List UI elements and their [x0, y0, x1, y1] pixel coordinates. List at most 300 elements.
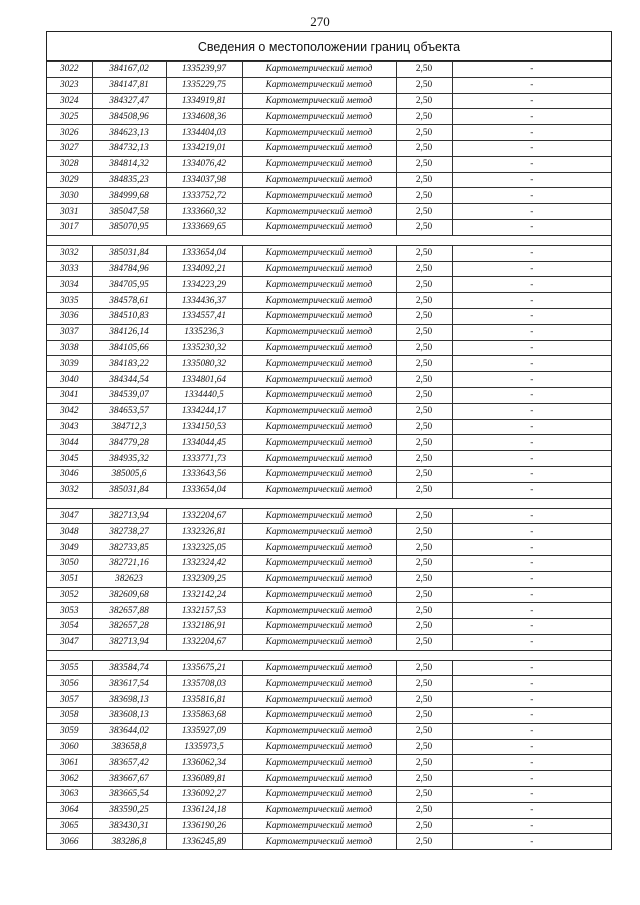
method-cell: Картометрический метод — [242, 723, 396, 739]
x-coordinate-cell: 382738,27 — [92, 524, 166, 540]
point-number-cell: 3030 — [47, 188, 92, 204]
description-cell: - — [452, 739, 611, 755]
description-cell: - — [452, 508, 611, 524]
accuracy-cell: 2,50 — [396, 660, 452, 676]
method-cell: Картометрический метод — [242, 308, 396, 324]
point-number-cell: 3033 — [47, 261, 92, 277]
accuracy-cell: 2,50 — [396, 403, 452, 419]
description-cell: - — [452, 156, 611, 172]
x-coordinate-cell: 384508,96 — [92, 109, 166, 125]
method-cell: Картометрический метод — [242, 387, 396, 403]
table-row — [47, 277, 611, 293]
boundary-info-table-frame — [46, 31, 612, 850]
point-number-cell: 3056 — [47, 676, 92, 692]
point-number-cell: 3047 — [47, 634, 92, 650]
accuracy-cell: 2,50 — [396, 204, 452, 220]
description-cell: - — [452, 77, 611, 93]
method-cell: Картометрический метод — [242, 261, 396, 277]
point-number-cell: 3032 — [47, 245, 92, 261]
table-row — [47, 524, 611, 540]
y-coordinate-cell: 1332325,05 — [166, 540, 242, 556]
point-number-cell: 3026 — [47, 125, 92, 141]
point-number-cell: 3029 — [47, 172, 92, 188]
x-coordinate-cell: 385031,84 — [92, 482, 166, 498]
description-cell: - — [452, 723, 611, 739]
method-cell: Картометрический метод — [242, 540, 396, 556]
method-cell: Картометрический метод — [242, 708, 396, 724]
method-cell: Картометрический метод — [242, 293, 396, 309]
y-coordinate-cell: 1335080,32 — [166, 356, 242, 372]
method-cell: Картометрический метод — [242, 451, 396, 467]
x-coordinate-cell: 382733,85 — [92, 540, 166, 556]
description-cell: - — [452, 62, 611, 78]
method-cell: Картометрический метод — [242, 755, 396, 771]
x-coordinate-cell: 385070,95 — [92, 219, 166, 235]
description-cell: - — [452, 834, 611, 850]
method-cell: Картометрический метод — [242, 508, 396, 524]
y-coordinate-cell: 1335239,97 — [166, 62, 242, 78]
x-coordinate-cell: 383617,54 — [92, 676, 166, 692]
y-coordinate-cell: 1333752,72 — [166, 188, 242, 204]
description-cell: - — [452, 451, 611, 467]
description-cell: - — [452, 93, 611, 109]
point-number-cell: 3060 — [47, 739, 92, 755]
accuracy-cell: 2,50 — [396, 277, 452, 293]
accuracy-cell: 2,50 — [396, 634, 452, 650]
y-coordinate-cell: 1333654,04 — [166, 482, 242, 498]
accuracy-cell: 2,50 — [396, 587, 452, 603]
group-separator — [47, 650, 611, 660]
y-coordinate-cell: 1334092,21 — [166, 261, 242, 277]
accuracy-cell: 2,50 — [396, 676, 452, 692]
table-row — [47, 140, 611, 156]
table-row — [47, 62, 611, 78]
x-coordinate-cell: 383584,74 — [92, 660, 166, 676]
accuracy-cell: 2,50 — [396, 739, 452, 755]
x-coordinate-cell: 383286,8 — [92, 834, 166, 850]
description-cell: - — [452, 172, 611, 188]
accuracy-cell: 2,50 — [396, 755, 452, 771]
description-cell: - — [452, 109, 611, 125]
table-row — [47, 245, 611, 261]
table-row — [47, 419, 611, 435]
y-coordinate-cell: 1335230,32 — [166, 340, 242, 356]
y-coordinate-cell: 1334436,37 — [166, 293, 242, 309]
method-cell: Картометрический метод — [242, 634, 396, 650]
y-coordinate-cell: 1336062,34 — [166, 755, 242, 771]
description-cell: - — [452, 435, 611, 451]
table-row — [47, 261, 611, 277]
point-number-cell: 3028 — [47, 156, 92, 172]
method-cell: Картометрический метод — [242, 619, 396, 635]
method-cell: Картометрический метод — [242, 419, 396, 435]
description-cell: - — [452, 771, 611, 787]
table-row — [47, 660, 611, 676]
accuracy-cell: 2,50 — [396, 619, 452, 635]
description-cell: - — [452, 387, 611, 403]
table-row — [47, 571, 611, 587]
method-cell: Картометрический метод — [242, 571, 396, 587]
method-cell: Картометрический метод — [242, 125, 396, 141]
table-row — [47, 308, 611, 324]
accuracy-cell: 2,50 — [396, 818, 452, 834]
y-coordinate-cell: 1334219,01 — [166, 140, 242, 156]
x-coordinate-cell: 383658,8 — [92, 739, 166, 755]
method-cell: Картометрический метод — [242, 676, 396, 692]
description-cell: - — [452, 755, 611, 771]
accuracy-cell: 2,50 — [396, 156, 452, 172]
group-separator-cell — [47, 650, 611, 660]
table-row — [47, 555, 611, 571]
description-cell: - — [452, 356, 611, 372]
x-coordinate-cell: 385005,6 — [92, 466, 166, 482]
accuracy-cell: 2,50 — [396, 723, 452, 739]
table-row — [47, 587, 611, 603]
method-cell: Картометрический метод — [242, 739, 396, 755]
x-coordinate-cell: 384344,54 — [92, 372, 166, 388]
description-cell: - — [452, 277, 611, 293]
y-coordinate-cell: 1333643,56 — [166, 466, 242, 482]
point-number-cell: 3058 — [47, 708, 92, 724]
description-cell: - — [452, 555, 611, 571]
table-row — [47, 387, 611, 403]
method-cell: Картометрический метод — [242, 660, 396, 676]
method-cell: Картометрический метод — [242, 403, 396, 419]
description-cell: - — [452, 372, 611, 388]
point-number-cell: 3043 — [47, 419, 92, 435]
accuracy-cell: 2,50 — [396, 482, 452, 498]
table-row — [47, 93, 611, 109]
description-cell: - — [452, 524, 611, 540]
point-number-cell: 3066 — [47, 834, 92, 850]
method-cell: Картометрический метод — [242, 834, 396, 850]
description-cell: - — [452, 245, 611, 261]
group-separator — [47, 498, 611, 508]
description-cell: - — [452, 692, 611, 708]
table-row — [47, 188, 611, 204]
accuracy-cell: 2,50 — [396, 77, 452, 93]
page-number: 270 — [310, 14, 330, 29]
table-row — [47, 739, 611, 755]
method-cell: Картометрический метод — [242, 587, 396, 603]
description-cell: - — [452, 419, 611, 435]
description-cell: - — [452, 261, 611, 277]
group-separator-cell — [47, 498, 611, 508]
description-cell: - — [452, 482, 611, 498]
method-cell: Картометрический метод — [242, 62, 396, 78]
y-coordinate-cell: 1332142,24 — [166, 587, 242, 603]
y-coordinate-cell: 1335229,75 — [166, 77, 242, 93]
point-number-cell: 3046 — [47, 466, 92, 482]
table-row — [47, 634, 611, 650]
x-coordinate-cell: 382657,28 — [92, 619, 166, 635]
x-coordinate-cell: 384999,68 — [92, 188, 166, 204]
point-number-cell: 3065 — [47, 818, 92, 834]
description-cell: - — [452, 293, 611, 309]
y-coordinate-cell: 1334608,36 — [166, 109, 242, 125]
description-cell: - — [452, 219, 611, 235]
table-row — [47, 818, 611, 834]
method-cell: Картометрический метод — [242, 466, 396, 482]
point-number-cell: 3039 — [47, 356, 92, 372]
x-coordinate-cell: 383698,13 — [92, 692, 166, 708]
point-number-cell: 3052 — [47, 587, 92, 603]
y-coordinate-cell: 1333771,73 — [166, 451, 242, 467]
point-number-cell: 3062 — [47, 771, 92, 787]
method-cell: Картометрический метод — [242, 524, 396, 540]
point-number-cell: 3047 — [47, 508, 92, 524]
method-cell: Картометрический метод — [242, 802, 396, 818]
accuracy-cell: 2,50 — [396, 571, 452, 587]
table-row — [47, 219, 611, 235]
x-coordinate-cell: 383608,13 — [92, 708, 166, 724]
x-coordinate-cell: 382657,88 — [92, 603, 166, 619]
y-coordinate-cell: 1335708,03 — [166, 676, 242, 692]
table-row — [47, 787, 611, 803]
y-coordinate-cell: 1332186,91 — [166, 619, 242, 635]
method-cell: Картометрический метод — [242, 109, 396, 125]
accuracy-cell: 2,50 — [396, 340, 452, 356]
y-coordinate-cell: 1332204,67 — [166, 508, 242, 524]
accuracy-cell: 2,50 — [396, 771, 452, 787]
table-row — [47, 324, 611, 340]
x-coordinate-cell: 382623 — [92, 571, 166, 587]
description-cell: - — [452, 676, 611, 692]
description-cell: - — [452, 140, 611, 156]
coordinates-table — [47, 61, 611, 850]
accuracy-cell: 2,50 — [396, 692, 452, 708]
x-coordinate-cell: 384732,13 — [92, 140, 166, 156]
y-coordinate-cell: 1334244,17 — [166, 403, 242, 419]
method-cell: Картометрический метод — [242, 245, 396, 261]
table-row — [47, 482, 611, 498]
y-coordinate-cell: 1335863,68 — [166, 708, 242, 724]
accuracy-cell: 2,50 — [396, 293, 452, 309]
method-cell: Картометрический метод — [242, 372, 396, 388]
accuracy-cell: 2,50 — [396, 508, 452, 524]
y-coordinate-cell: 1333660,32 — [166, 204, 242, 220]
description-cell: - — [452, 660, 611, 676]
table-row — [47, 451, 611, 467]
point-number-cell: 3037 — [47, 324, 92, 340]
point-number-cell: 3045 — [47, 451, 92, 467]
table-row — [47, 619, 611, 635]
point-number-cell: 3038 — [47, 340, 92, 356]
table-row — [47, 156, 611, 172]
y-coordinate-cell: 1333669,65 — [166, 219, 242, 235]
table-row — [47, 435, 611, 451]
x-coordinate-cell: 384126,14 — [92, 324, 166, 340]
method-cell: Картометрический метод — [242, 482, 396, 498]
table-row — [47, 340, 611, 356]
accuracy-cell: 2,50 — [396, 356, 452, 372]
x-coordinate-cell: 382721,16 — [92, 555, 166, 571]
point-number-cell: 3036 — [47, 308, 92, 324]
point-number-cell: 3049 — [47, 540, 92, 556]
y-coordinate-cell: 1336092,27 — [166, 787, 242, 803]
description-cell: - — [452, 787, 611, 803]
x-coordinate-cell: 382713,94 — [92, 508, 166, 524]
table-row — [47, 540, 611, 556]
point-number-cell: 3057 — [47, 692, 92, 708]
description-cell: - — [452, 125, 611, 141]
accuracy-cell: 2,50 — [396, 419, 452, 435]
point-number-cell: 3044 — [47, 435, 92, 451]
table-row — [47, 692, 611, 708]
method-cell: Картометрический метод — [242, 555, 396, 571]
table-row — [47, 802, 611, 818]
x-coordinate-cell: 384814,32 — [92, 156, 166, 172]
method-cell: Картометрический метод — [242, 188, 396, 204]
point-number-cell: 3022 — [47, 62, 92, 78]
accuracy-cell: 2,50 — [396, 603, 452, 619]
description-cell: - — [452, 188, 611, 204]
accuracy-cell: 2,50 — [396, 708, 452, 724]
y-coordinate-cell: 1334919,81 — [166, 93, 242, 109]
description-cell: - — [452, 540, 611, 556]
method-cell: Картометрический метод — [242, 356, 396, 372]
table-row — [47, 204, 611, 220]
table-row — [47, 755, 611, 771]
y-coordinate-cell: 1335973,5 — [166, 739, 242, 755]
point-number-cell: 3063 — [47, 787, 92, 803]
description-cell: - — [452, 466, 611, 482]
y-coordinate-cell: 1334404,03 — [166, 125, 242, 141]
accuracy-cell: 2,50 — [396, 787, 452, 803]
x-coordinate-cell: 384712,3 — [92, 419, 166, 435]
accuracy-cell: 2,50 — [396, 524, 452, 540]
x-coordinate-cell: 384623,13 — [92, 125, 166, 141]
y-coordinate-cell: 1335927,09 — [166, 723, 242, 739]
y-coordinate-cell: 1332326,81 — [166, 524, 242, 540]
table-row — [47, 508, 611, 524]
method-cell: Картометрический метод — [242, 140, 396, 156]
x-coordinate-cell: 384183,22 — [92, 356, 166, 372]
accuracy-cell: 2,50 — [396, 372, 452, 388]
table-row — [47, 293, 611, 309]
y-coordinate-cell: 1334044,45 — [166, 435, 242, 451]
point-number-cell: 3035 — [47, 293, 92, 309]
y-coordinate-cell: 1332157,53 — [166, 603, 242, 619]
x-coordinate-cell: 385031,84 — [92, 245, 166, 261]
x-coordinate-cell: 384510,83 — [92, 308, 166, 324]
point-number-cell: 3055 — [47, 660, 92, 676]
method-cell: Картометрический метод — [242, 603, 396, 619]
point-number-cell: 3034 — [47, 277, 92, 293]
table-title: Сведения о местоположении границ объекта — [47, 32, 611, 61]
point-number-cell: 3027 — [47, 140, 92, 156]
point-number-cell: 3051 — [47, 571, 92, 587]
accuracy-cell: 2,50 — [396, 219, 452, 235]
x-coordinate-cell: 382609,68 — [92, 587, 166, 603]
accuracy-cell: 2,50 — [396, 140, 452, 156]
y-coordinate-cell: 1334801,64 — [166, 372, 242, 388]
description-cell: - — [452, 818, 611, 834]
y-coordinate-cell: 1334150,53 — [166, 419, 242, 435]
x-coordinate-cell: 384539,07 — [92, 387, 166, 403]
x-coordinate-cell: 384147,81 — [92, 77, 166, 93]
x-coordinate-cell: 384784,96 — [92, 261, 166, 277]
method-cell: Картометрический метод — [242, 324, 396, 340]
table-row — [47, 372, 611, 388]
description-cell: - — [452, 403, 611, 419]
y-coordinate-cell: 1334037,98 — [166, 172, 242, 188]
description-cell: - — [452, 340, 611, 356]
y-coordinate-cell: 1332204,67 — [166, 634, 242, 650]
x-coordinate-cell: 383665,54 — [92, 787, 166, 803]
y-coordinate-cell: 1333654,04 — [166, 245, 242, 261]
x-coordinate-cell: 383430,31 — [92, 818, 166, 834]
y-coordinate-cell: 1334557,41 — [166, 308, 242, 324]
coordinates-table-body — [47, 62, 611, 850]
accuracy-cell: 2,50 — [396, 540, 452, 556]
accuracy-cell: 2,50 — [396, 109, 452, 125]
table-row — [47, 834, 611, 850]
y-coordinate-cell: 1334076,42 — [166, 156, 242, 172]
accuracy-cell: 2,50 — [396, 93, 452, 109]
accuracy-cell: 2,50 — [396, 62, 452, 78]
accuracy-cell: 2,50 — [396, 245, 452, 261]
description-cell: - — [452, 802, 611, 818]
accuracy-cell: 2,50 — [396, 451, 452, 467]
description-cell: - — [452, 708, 611, 724]
accuracy-cell: 2,50 — [396, 308, 452, 324]
accuracy-cell: 2,50 — [396, 387, 452, 403]
method-cell: Картометрический метод — [242, 277, 396, 293]
x-coordinate-cell: 384105,66 — [92, 340, 166, 356]
y-coordinate-cell: 1332324,42 — [166, 555, 242, 571]
description-cell: - — [452, 619, 611, 635]
x-coordinate-cell: 384578,61 — [92, 293, 166, 309]
table-row — [47, 603, 611, 619]
x-coordinate-cell: 384705,95 — [92, 277, 166, 293]
point-number-cell: 3041 — [47, 387, 92, 403]
table-row — [47, 109, 611, 125]
table-row — [47, 771, 611, 787]
table-row — [47, 676, 611, 692]
x-coordinate-cell: 383644,02 — [92, 723, 166, 739]
y-coordinate-cell: 1336190,26 — [166, 818, 242, 834]
point-number-cell: 3023 — [47, 77, 92, 93]
table-row — [47, 125, 611, 141]
method-cell: Картометрический метод — [242, 818, 396, 834]
accuracy-cell: 2,50 — [396, 172, 452, 188]
y-coordinate-cell: 1334223,29 — [166, 277, 242, 293]
x-coordinate-cell: 384779,28 — [92, 435, 166, 451]
x-coordinate-cell: 384835,23 — [92, 172, 166, 188]
point-number-cell: 3017 — [47, 219, 92, 235]
accuracy-cell: 2,50 — [396, 555, 452, 571]
accuracy-cell: 2,50 — [396, 802, 452, 818]
y-coordinate-cell: 1336089,81 — [166, 771, 242, 787]
y-coordinate-cell: 1332309,25 — [166, 571, 242, 587]
table-row — [47, 403, 611, 419]
x-coordinate-cell: 384653,57 — [92, 403, 166, 419]
point-number-cell: 3054 — [47, 619, 92, 635]
accuracy-cell: 2,50 — [396, 435, 452, 451]
method-cell: Картометрический метод — [242, 93, 396, 109]
x-coordinate-cell: 384167,02 — [92, 62, 166, 78]
y-coordinate-cell: 1336245,89 — [166, 834, 242, 850]
description-cell: - — [452, 603, 611, 619]
point-number-cell: 3059 — [47, 723, 92, 739]
method-cell: Картометрический метод — [242, 219, 396, 235]
description-cell: - — [452, 204, 611, 220]
accuracy-cell: 2,50 — [396, 188, 452, 204]
method-cell: Картометрический метод — [242, 204, 396, 220]
table-row — [47, 356, 611, 372]
description-cell: - — [452, 571, 611, 587]
